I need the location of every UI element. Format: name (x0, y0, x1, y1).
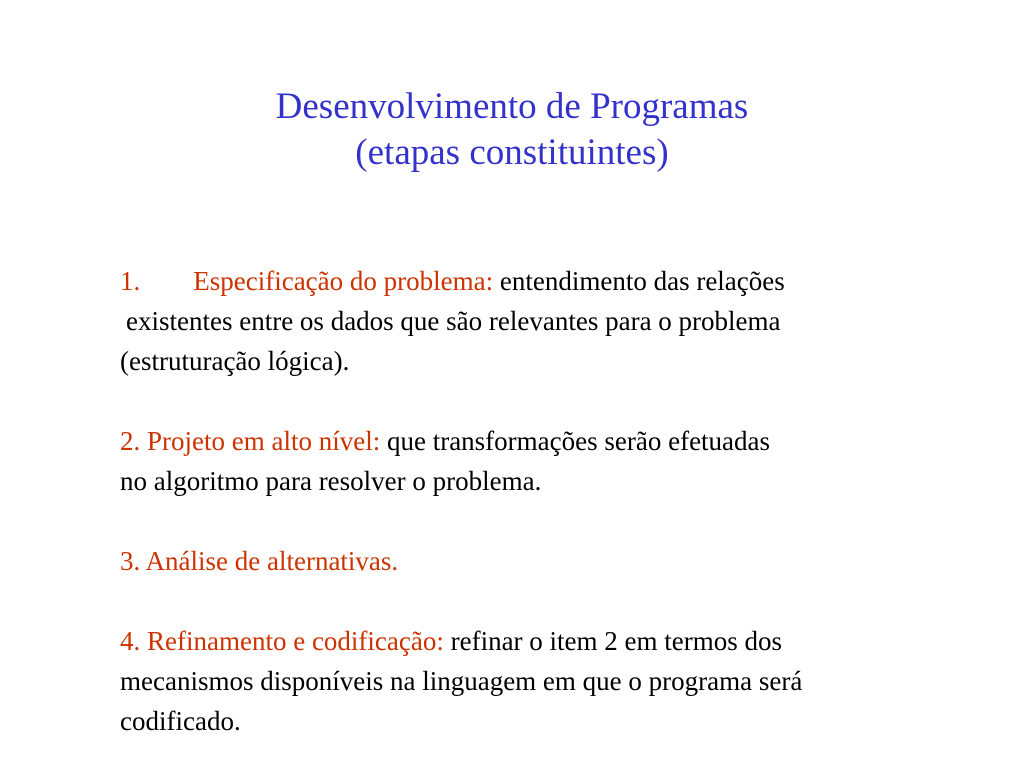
list-item-1-line-3: (estruturação lógica). (120, 346, 350, 376)
list-item-3 (120, 541, 1000, 581)
slide-title (0, 84, 1024, 176)
list-item-1-line-2 (120, 301, 1000, 341)
slide-title-line-2: (etapas constituintes) (355, 132, 669, 173)
list-item-1-text-line-1: entendimento das relações (499, 266, 785, 296)
list-item-4-label: Refinamento e codificação: (147, 626, 444, 656)
list-item-3-label: Análise de alternativas. (145, 546, 399, 576)
list-item-1-text-line-2: existentes entre os dados que são relevantes para o problema (126, 306, 781, 336)
list-item-4-number: 4. (120, 626, 141, 656)
list-item-4-line-2: mecanismos disponíveis na linguagem em que o programa será (120, 666, 803, 696)
list-item-1-line-1 (120, 261, 1000, 301)
list-item-2-number: 2. (120, 426, 141, 456)
slide-body (120, 261, 1000, 741)
list-item-4 (120, 621, 1000, 741)
list-item-4-text-line-1: refinar o item 2 em termos dos (450, 626, 783, 656)
slide-title-line-1: Desenvolvimento de Programas (275, 86, 749, 127)
list-item-2-label: Projeto em alto nível: (147, 426, 381, 456)
list-item-3-number: 3. (120, 546, 141, 576)
list-item-4-line-1 (120, 621, 1000, 661)
list-item-2-line-2: no algoritmo para resolver o problema. (120, 466, 542, 496)
list-item-1 (120, 261, 1000, 381)
list-item-2 (120, 421, 1000, 501)
list-item-2-text-line-1: que transformações serão efetuadas (386, 426, 771, 456)
list-item-3-line-1 (120, 541, 1000, 581)
list-item-2-line-1 (120, 421, 1000, 461)
list-item-4-line-3: codificado. (120, 706, 241, 736)
list-item-1-label: Especificação do problema: (193, 266, 494, 296)
list-item-1-number: 1. (120, 266, 141, 296)
